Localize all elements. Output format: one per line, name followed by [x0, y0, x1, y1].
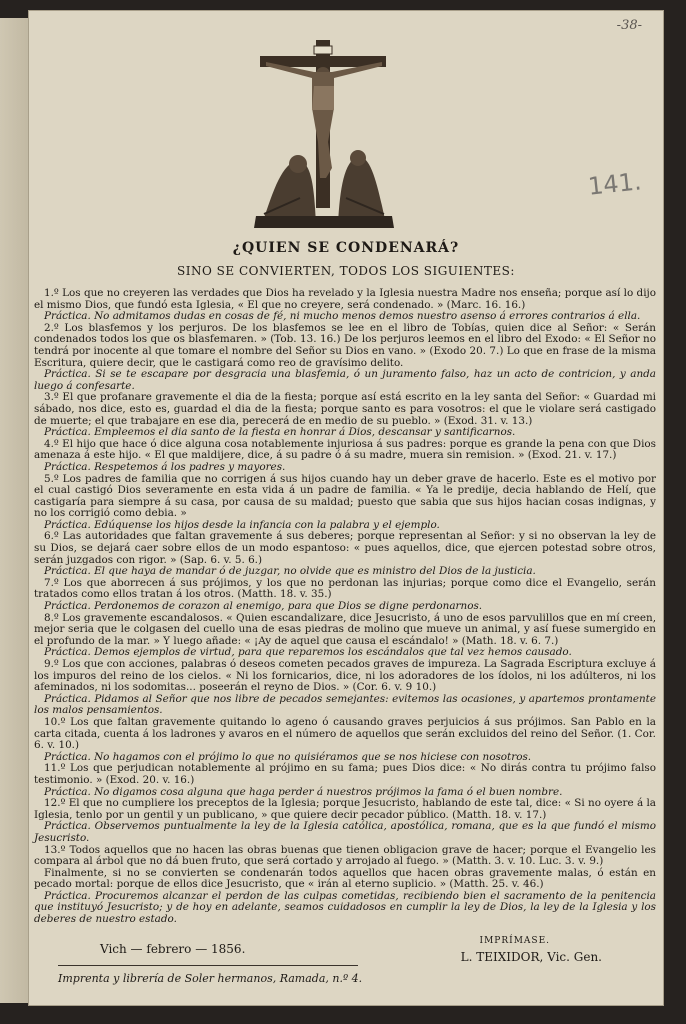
practica-5: Práctica. Edúquense los hijos desde la infancia con la palabra y el ejemplo. [44, 518, 440, 531]
place-date: Vich — febrero — 1856. [100, 942, 246, 956]
paragraph-1: 1.º Los que no creyeren las verdades que Dios ha revelado y la Iglesia nuestra Madre nos enseña; porque así lo dijo el mismo Dios, que fundó esta Iglesia, « El que no creyere, será condenado. » (Marc. 16. 16.) [34, 287, 656, 311]
pencil-annotation: 141. [586, 167, 643, 201]
paragraph-9: 9.º Los que con acciones, palabras ó deseos cometen pecados graves de impureza. La Sagrada Escriptura excluye á los impuros del reino de los cielos. « Ni los fornicarios, dice, ni los adoradores de los ídolos, ni los adúlteros, ni los afeminados, ni los sodomitas... poseerán el reyno de Dios. » (Cor. 6. v. 9 10.) [34, 658, 656, 694]
practica-3: Práctica. Empleemos el dia santo de la fiesta en honrar á Dios, descansar y santificarnos. [44, 426, 516, 439]
practica-6: Práctica. El que haya de mandar ó de juzgar, no olvide que es ministro del Dios de la justicia. [44, 565, 536, 578]
imprimatur-label: IMPRÍMASE. [479, 936, 550, 946]
folio-number: -38- [616, 18, 642, 33]
practica-2: Práctica. Si se te escapare por desgracia una blasfemia, ó un juramento falso, haz un acto de contricion, y anda luego á confesarte. [34, 368, 656, 392]
footer-rule [58, 965, 358, 966]
paragraph-3: 3.º El que profanare gravemente el dia de la fiesta; porque así está escrito en la ley santa del Señor: « Guardad mi sábado, nos dice, esto es, guardad el dia de la fiesta; porque santo es para vosotros: el que le violare será castigado de muerte; el que trabajare en ese dia, perecerá de en medio de su pueblo. » (Exod. 31. v. 13.) [34, 391, 656, 427]
paragraph-final: Finalmente, si no se convierten se condenarán todos aquellos que hacen obras gravemente malas, ó están en pecado mortal: porque de ellos dice Jesucristo, que « irán al eterno suplicio. » (Matth. 25. v. 46.) [34, 866, 656, 891]
practica-8: Práctica. Demos ejemplos de virtud, para que reparemos los escándalos que tal vez hemos causado. [44, 646, 572, 659]
paragraph-13: 13.º Todos aquellos que no hacen las obras buenas que tienen obligacion grave de hacer; porque el Evangelio les compara al árbol que no dá buen fruto, que será cortado y arrojado al fuego. » (Matth. 3. v. 10. Luc. 3. v. 9.) [34, 843, 656, 868]
paragraph-5: 5.º Los padres de familia que no corrigen á sus hijos cuando hay un deber grave de hacerlo. Este es el motivo por el cual castigó Dios severamente en esta vida á un padre de familia. « Ya le predije, decia hablando de Helí, que castigaría para siempre á su casa, por causa de su maldad; puesto que sabia que sus hijos hacian cosas indignas, y no los corrigió como debia. » [34, 472, 656, 520]
paragraph-10: 10.º Los que faltan gravemente quitando lo ageno ó causando graves perjuicios á sus prójimos. San Pablo en la carta citada, cuenta á los ladrones y avaros en el número de aquellos que serán excluidos del reino del Señor. (1. Cor. 6. v. 10.) [34, 715, 656, 752]
paragraph-6: 6.º Las autoridades que faltan gravemente á sus deberes; porque representan al Señor: y si no observan la ley de su Dios, se dejará caer sobre ellos de un modo espantoso: « pues aquellos, dice, que ejercen potestad sobre otros, serán juzgados con rigor. » (Sap. 6. v. 5. 6.) [34, 530, 656, 566]
printer-imprint: Imprenta y librería de Soler hermanos, Ramada, n.º 4. [58, 972, 363, 985]
paragraph-8: 8.º Los gravemente escandalosos. « Quien escandalizare, dice Jesucristo, á uno de esos parvulillos que en mí creen, mejor seria que le colgasen del cuello una de esas piedras de molino que mueve un animal, y así fuese sumergido en el profundo de la mar. » Y luego añade: « ¡Ay de aquel que causa el escándalo! » (Math. 18. v. 6. 7.) [34, 611, 656, 647]
paragraph-7: 7.º Los que aborrecen á sus prójimos, y los que no perdonan las injurias; porque como dice el Evangelio, serán tratados como ellos tratan á los otros. (Matth. 18. v. 35.) [34, 576, 656, 601]
crucifixion-engraving [254, 38, 394, 228]
paragraph-12: 12.º El que no cumpliere los preceptos de la Iglesia; porque Jesucristo, hablando de este tal, dice: « Si no oyere á la Iglesia, tenlo por un gentil y un publicano, » que quiere decir pecador público. (Matth. 18. v. 17.) [34, 797, 656, 821]
practica-4: Práctica. Respetemos á los padres y mayores. [44, 460, 286, 473]
practica-10: Práctica. No hagamos con el prójimo lo que no quisiéramos que se nos hiciese con nosotros. [44, 750, 532, 763]
paragraph-11: 11.º Los que perjudican notablemente al prójimo en su fama; pues Dios dice: « No dirás contra tu prójimo falso testimonio. » (Exod. 20. v. 16.) [34, 762, 656, 786]
signature: L. TEIXIDOR, Vic. Gen. [460, 950, 602, 964]
practica-1: Práctica. No admitamos dudas en cosas de fé, ni mucho menos demos nuestro asenso á errores contrarios á ella. [44, 310, 641, 323]
paragraph-4: 4.º El hijo que hace ó dice alguna cosa notablemente injuriosa á sus padres: porque es grande la pena con que Dios amenaza á este hijo. « El que maldijere, dice, á su padre ó á su madre, muera sin remision. » (Exod. 21. v. 17.) [34, 437, 656, 462]
document-page [28, 10, 664, 1006]
paragraph-2: 2.º Los blasfemos y los perjuros. De los blasfemos se lee en el libro de Tobías, quien dice al Señor: « Serán condenados todos los que os blasfemaren. » (Tob. 13. 16.) De los perjuros leemos en el libro del Exodo: « El Señor no tendrá por inocente al que tomare el nombre del Señor su Dios en vano. » (Exodo 20. 7.) Lo que en frase de la misma Escritura, quiere decir, que le castigará como reo de gravísimo delito. [34, 321, 656, 369]
practica-final: Práctica. Procuremos alcanzar el perdon de las culpas cometidas, recibiendo bien el sacramento de la penitencia que instituyó Jesucristo; y de hoy en adelante, seamos cuidadosos en cumplir la ley de Dios, la ley de la Iglesia y los deberes de nuestro estado. [34, 889, 656, 926]
practica-11: Práctica. No digamos cosa alguna que haga perder á nuestros prójimos la fama ó el buen nombre. [44, 785, 563, 798]
practica-7: Práctica. Perdonemos de corazon al enemigo, para que Dios se digne perdonarnos. [44, 600, 483, 613]
practica-12: Práctica. Observemos puntualmente la ley de la Iglesia católica, apostólica, romana, que es la que fundó el mismo Jesucristo. [34, 820, 656, 844]
body-text [34, 288, 656, 926]
document-subtitle: SINO SE CONVIERTEN, TODOS LOS SIGUIENTES: [177, 264, 515, 278]
document-title: ¿QUIEN SE CONDENARÁ? [232, 240, 460, 256]
practica-9: Práctica. Pidamos al Señor que nos libre de pecados semejantes: evitemos las ocasiones, y apartemos prontamente los malos pensamientos. [34, 692, 656, 717]
